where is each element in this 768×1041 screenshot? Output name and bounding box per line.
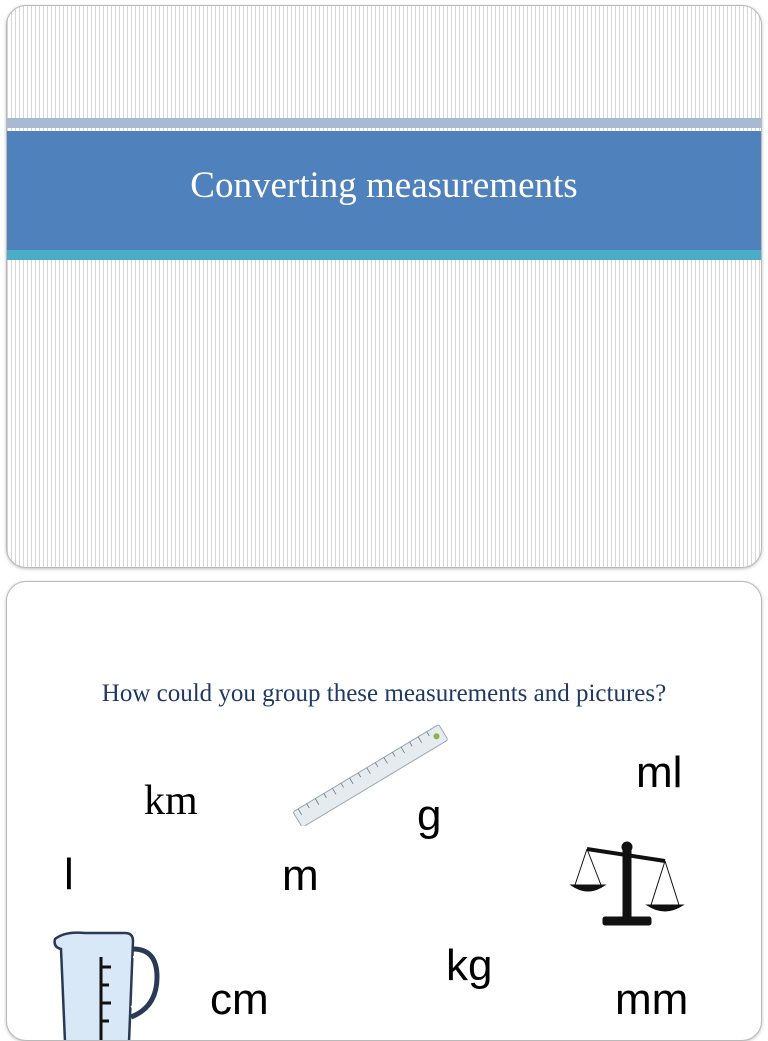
unit-m: m — [282, 851, 319, 900]
unit-cm: cm — [210, 975, 269, 1024]
unit-l: l — [64, 850, 74, 899]
title-banner — [7, 118, 761, 264]
unit-kg: kg — [446, 941, 493, 990]
unit-ml: ml — [636, 748, 683, 797]
unit-mm: mm — [615, 975, 689, 1024]
banner-main — [7, 131, 761, 250]
ruler-icon — [279, 714, 449, 826]
unit-km: km — [144, 778, 198, 824]
title-slide — [6, 5, 762, 568]
slide-question: How could you group these measurements and pictures? — [101, 680, 667, 707]
unit-g: g — [417, 791, 442, 840]
banner-top-stripe — [7, 118, 761, 128]
slide-title: Converting measurements — [190, 165, 578, 206]
balance-scale-icon — [567, 837, 687, 929]
banner-bottom-stripe — [7, 250, 761, 260]
grouping-slide — [6, 581, 762, 1041]
